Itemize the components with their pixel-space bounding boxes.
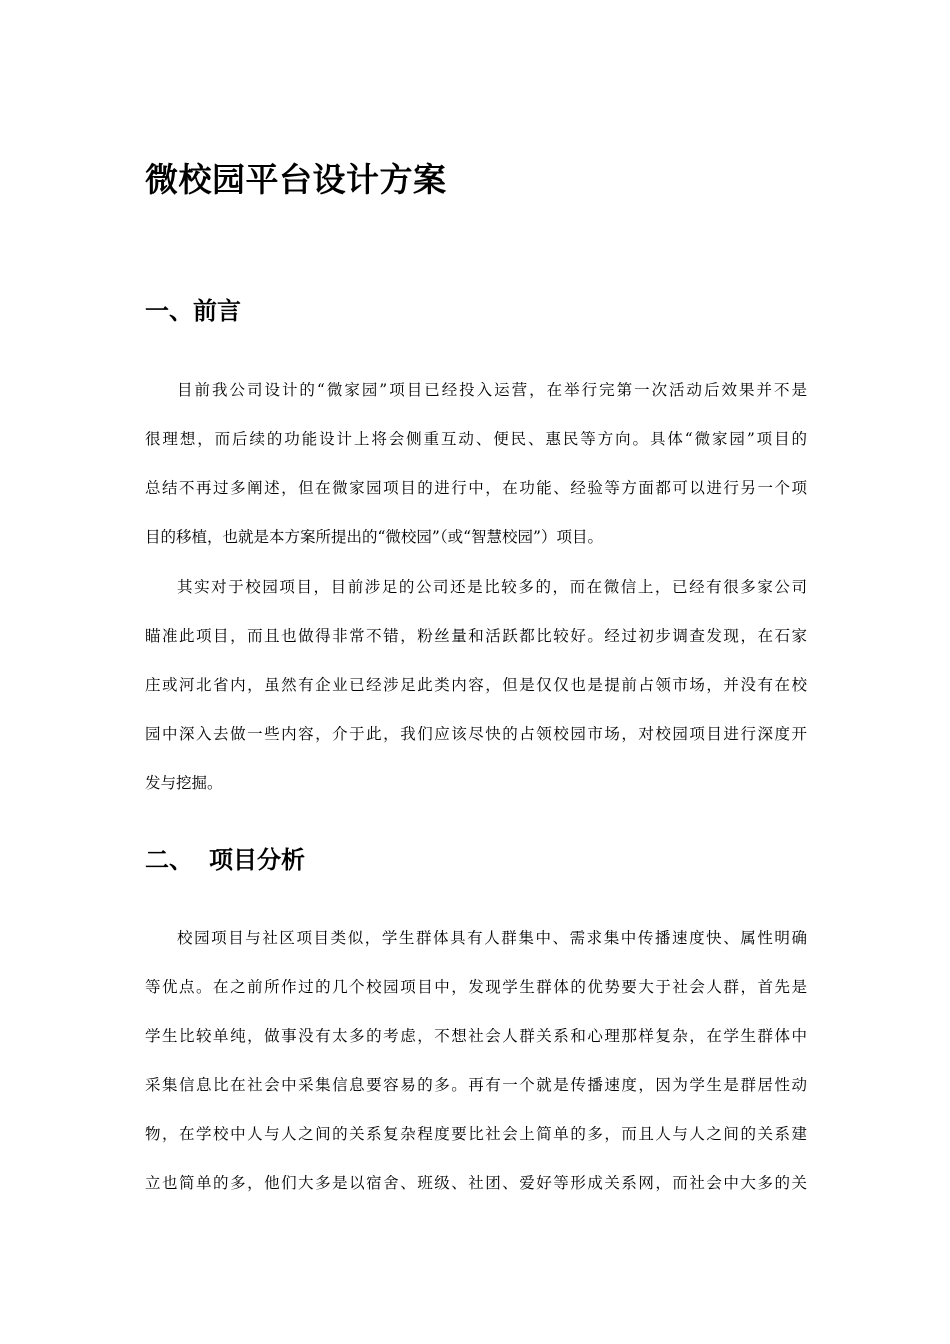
text-line: 采集信息比在社会中采集信息要容易的多。再有一个就是传播速度，因为学生是群居性动	[145, 1076, 807, 1094]
text-line: 庄或河北省内，虽然有企业已经涉足此类内容，但是仅仅也是提前占领市场，并没有在校	[145, 676, 807, 694]
paragraph	[145, 563, 807, 808]
section-heading-preface	[145, 294, 241, 328]
text-line: 学生比较单纯，做事没有太多的考虑，不想社会人群关系和心理那样复杂，在学生群体中	[145, 1027, 807, 1045]
text-line: 等优点。在之前所作过的几个校园项目中，发现学生群体的优势要大于社会人群，首先是	[145, 978, 807, 996]
text-line: 立也简单的多，他们大多是以宿舍、班级、社团、爱好等形成关系网，而社会中大多的关	[145, 1174, 807, 1192]
section-title: 项目分析	[209, 846, 305, 874]
text-line: 瞄准此项目，而且也做得非常不错，粉丝量和活跃都比较好。经过初步调查发现，在石家	[145, 627, 807, 645]
section-title: 前言	[193, 297, 241, 325]
text-line: 发与挖掘。	[145, 774, 223, 792]
text-line: 物，在学校中人与人之间的关系复杂程度要比社会上简单的多，而且人与人之间的关系建	[145, 1125, 807, 1143]
text-line: 目的移植，也就是本方案所提出的“微校园”（或“智慧校园”）项目。	[145, 528, 603, 546]
text-line: 园中深入去做一些内容，介于此，我们应该尽快的占领校园市场，对校园项目进行深度开	[145, 725, 807, 743]
section-number: 二、	[145, 846, 193, 874]
text-line: 很理想，而后续的功能设计上将会侧重互动、便民、惠民等方向。具体“微家园”项目的	[145, 430, 807, 448]
section-number: 一、	[145, 297, 193, 325]
section-heading-project-analysis	[145, 843, 305, 877]
text-line: 校园项目与社区项目类似，学生群体具有人群集中、需求集中传播速度快、属性明确	[177, 929, 807, 947]
paragraph	[145, 366, 807, 562]
paragraph	[145, 914, 807, 1208]
document-title: 微校园平台设计方案	[145, 160, 447, 199]
text-line: 目前我公司设计的“微家园”项目已经投入运营，在举行完第一次活动后效果并不是	[177, 381, 807, 399]
text-line: 总结不再过多阐述，但在微家园项目的进行中，在功能、经验等方面都可以进行另一个项	[145, 479, 807, 497]
text-line: 其实对于校园项目，目前涉足的公司还是比较多的，而在微信上，已经有很多家公司	[177, 578, 807, 596]
